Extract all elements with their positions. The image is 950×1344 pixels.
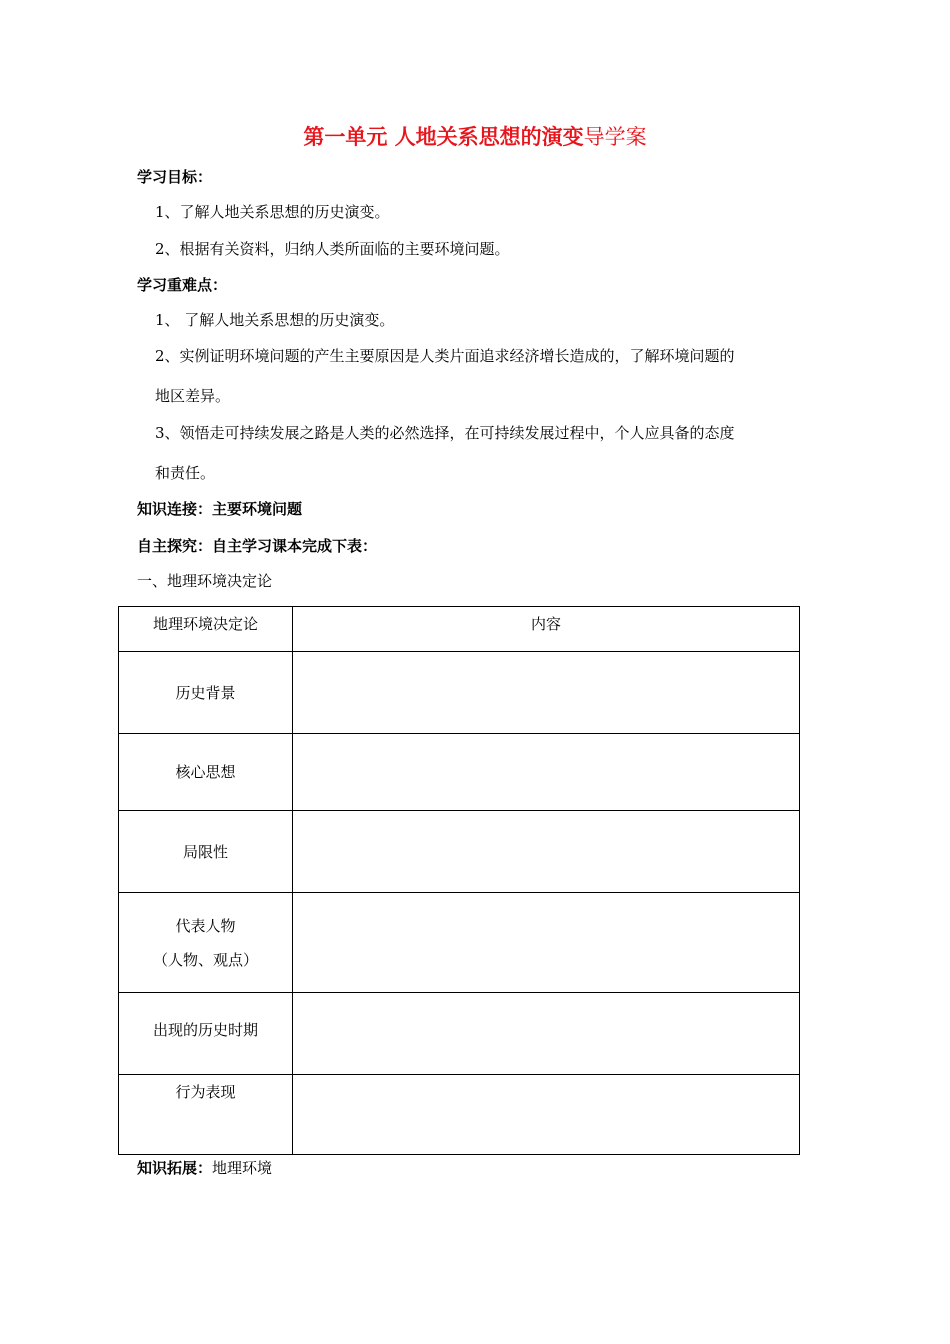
extension-heading: 知识拓展： [137, 1159, 213, 1177]
table-row [119, 893, 800, 993]
title-main: 第一单元 人地关系思想的演变 [303, 124, 584, 149]
extension-line [137, 1157, 272, 1179]
table-header-row [119, 607, 800, 652]
page-title [0, 122, 950, 152]
key-points-heading: 学习重难点： [137, 276, 228, 294]
key-point-1: 1、 了解人地关系思想的历史演变。 [155, 311, 395, 329]
knowledge-link: 知识连接：主要环境问题 [137, 500, 303, 518]
representatives-sublabel: （人物、观点） [152, 950, 258, 969]
table-row [119, 652, 800, 734]
row-label-historical-period: 出现的历史时期 [119, 993, 293, 1075]
table-row [119, 734, 800, 811]
row-label-representatives [119, 893, 293, 993]
key-point-2-line-2: 地区差异。 [155, 387, 231, 405]
row-content-behavior[interactable] [293, 1075, 800, 1155]
table-header-right: 内容 [293, 607, 800, 652]
row-content-background[interactable] [293, 652, 800, 734]
title-suffix: 导学案 [583, 125, 647, 149]
objectives-heading: 学习目标： [137, 168, 213, 186]
extension-text: 地理环境 [212, 1159, 273, 1177]
row-content-representatives[interactable] [293, 893, 800, 993]
objective-item-1: 1、了解人地关系思想的历史演变。 [155, 203, 390, 221]
study-table [118, 606, 800, 1155]
table-row [119, 993, 800, 1075]
row-label-limitations: 局限性 [119, 811, 293, 893]
row-content-core-idea[interactable] [293, 734, 800, 811]
table-row [119, 811, 800, 893]
row-label-behavior: 行为表现 [119, 1075, 293, 1155]
table-row [119, 1075, 800, 1155]
key-point-3-line-2: 和责任。 [155, 464, 216, 482]
row-content-historical-period[interactable] [293, 993, 800, 1075]
row-label-background: 历史背景 [119, 652, 293, 734]
row-content-limitations[interactable] [293, 811, 800, 893]
key-point-2-line-1: 2、实例证明环境问题的产生主要原因是人类片面追求经济增长造成的，了解环境问题的 [155, 347, 735, 365]
objective-item-2: 2、根据有关资料，归纳人类所面临的主要环境问题。 [155, 240, 510, 258]
table-header-left: 地理环境决定论 [119, 607, 293, 652]
section-one-heading: 一、地理环境决定论 [137, 572, 273, 590]
row-label-core-idea: 核心思想 [119, 734, 293, 811]
key-point-3-line-1: 3、领悟走可持续发展之路是人类的必然选择，在可持续发展过程中，个人应具备的态度 [155, 424, 735, 442]
representatives-label: 代表人物 [175, 916, 236, 935]
self-study-heading: 自主探究：自主学习课本完成下表： [137, 537, 378, 555]
